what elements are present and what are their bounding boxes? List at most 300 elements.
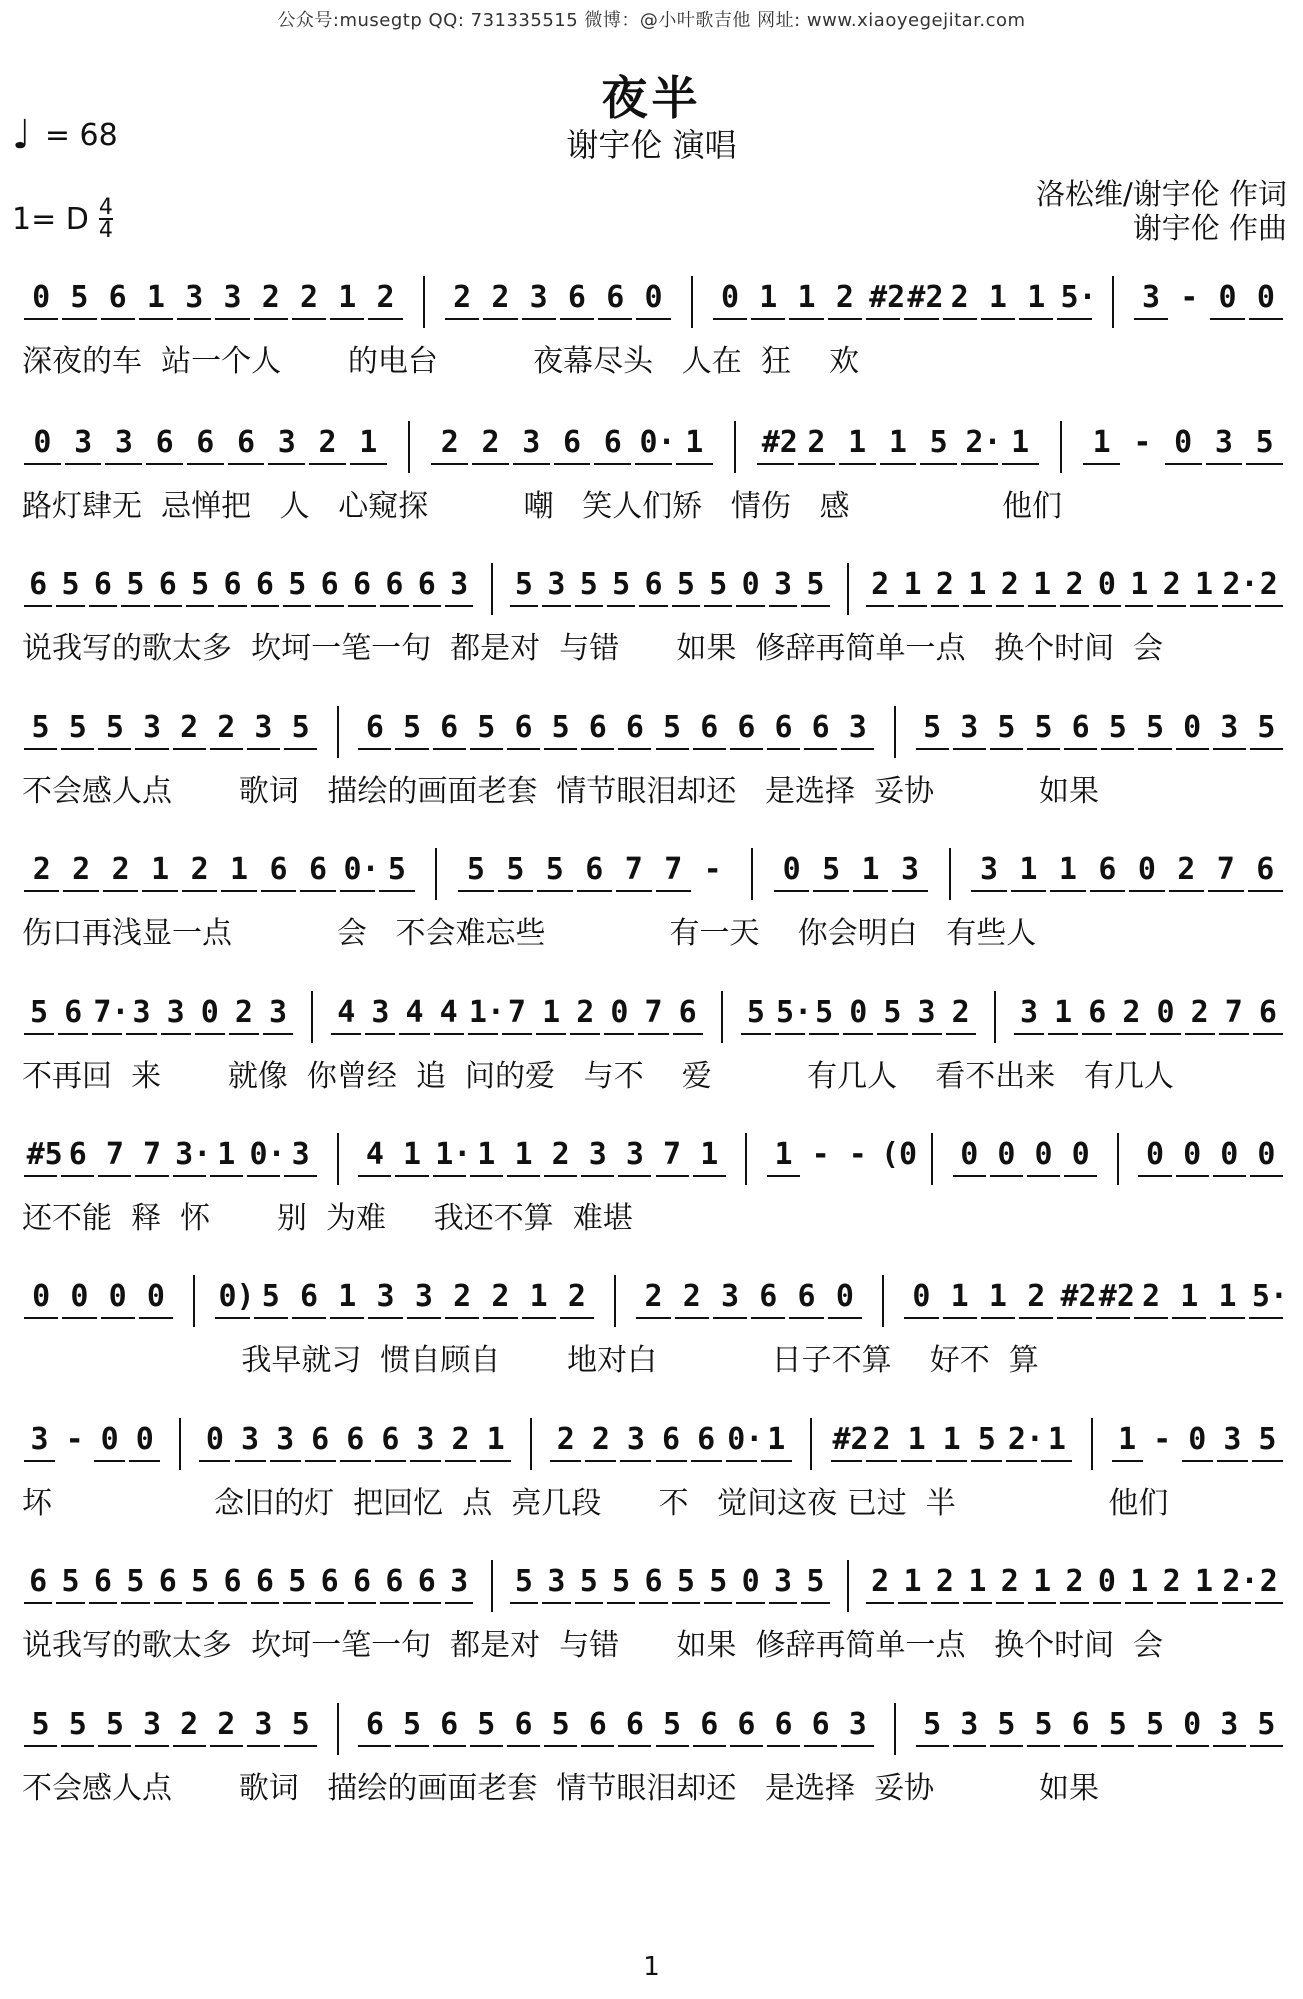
note: 1 bbox=[338, 280, 357, 315]
note: 6 bbox=[93, 1564, 112, 1599]
note: 1 bbox=[988, 1279, 1007, 1314]
bar-line bbox=[491, 563, 493, 615]
beam-underline bbox=[639, 1602, 667, 1604]
note: 6 bbox=[108, 280, 127, 315]
note: 5 bbox=[806, 1564, 825, 1599]
beam-underline bbox=[507, 748, 540, 750]
beam-underline bbox=[638, 1033, 668, 1035]
note: 6 bbox=[365, 1707, 384, 1742]
note: 3 bbox=[291, 1137, 310, 1172]
note: 3 bbox=[371, 995, 390, 1030]
note: 0 bbox=[1256, 280, 1275, 315]
beam-underline bbox=[1250, 1745, 1283, 1747]
note: - bbox=[65, 1422, 84, 1457]
note: 3 bbox=[268, 995, 288, 1030]
note: 6 bbox=[385, 567, 404, 602]
note: 0 bbox=[1097, 567, 1116, 602]
note: 5 bbox=[822, 852, 841, 887]
beam-underline bbox=[24, 318, 58, 320]
beam-underline bbox=[713, 318, 747, 320]
note: 3 bbox=[917, 995, 936, 1030]
note: 6 bbox=[514, 710, 533, 745]
bar-line bbox=[894, 1703, 896, 1755]
beam-underline bbox=[1050, 890, 1085, 892]
beam-underline bbox=[284, 1745, 317, 1747]
note: - bbox=[1153, 1422, 1172, 1457]
note: 5 bbox=[551, 1707, 570, 1742]
note: 3 bbox=[1142, 280, 1161, 315]
note: 0 bbox=[1183, 1137, 1202, 1172]
beam-underline bbox=[445, 605, 473, 607]
note: 2 bbox=[217, 710, 236, 745]
note: 5 bbox=[1145, 710, 1165, 745]
note: 0 bbox=[610, 995, 629, 1030]
note: 0 bbox=[1257, 1137, 1276, 1172]
note: 1 bbox=[529, 1279, 548, 1314]
note: 6 bbox=[381, 1422, 400, 1457]
note: - bbox=[1133, 425, 1152, 460]
beam-underline bbox=[560, 1317, 594, 1319]
note: 1 bbox=[1047, 1422, 1066, 1457]
beam-underline bbox=[340, 890, 375, 892]
note: 5 bbox=[291, 1707, 310, 1742]
note: 6 bbox=[562, 425, 582, 460]
lyrics-line: 伤口再浅显一点 会 不会难忘些 有一天 你会明白 有些人 bbox=[22, 916, 1037, 951]
note: 2 bbox=[32, 852, 51, 887]
note: 3 bbox=[626, 1422, 645, 1457]
beam-underline bbox=[215, 1317, 249, 1319]
note: 5· bbox=[776, 995, 813, 1030]
bar-line bbox=[337, 1703, 339, 1755]
beam-underline bbox=[187, 463, 224, 465]
beam-underline bbox=[89, 1602, 117, 1604]
beam-underline bbox=[315, 1602, 343, 1604]
beam-underline bbox=[1060, 1602, 1088, 1604]
note: 6 bbox=[1071, 710, 1090, 745]
beam-underline bbox=[1176, 1745, 1209, 1747]
beam-underline bbox=[24, 463, 61, 465]
beam-underline bbox=[616, 890, 651, 892]
beam-underline bbox=[62, 318, 96, 320]
beam-underline bbox=[358, 1175, 391, 1177]
bar-line bbox=[949, 848, 951, 900]
note: 5· bbox=[1251, 1279, 1288, 1314]
note: 1 bbox=[338, 1279, 357, 1314]
note: 1 bbox=[542, 995, 561, 1030]
beam-underline bbox=[916, 1745, 949, 1747]
beam-underline bbox=[368, 1317, 402, 1319]
beam-underline bbox=[789, 318, 823, 320]
beam-underline bbox=[368, 318, 402, 320]
beam-underline bbox=[1064, 1175, 1097, 1177]
bar-line bbox=[882, 1275, 884, 1327]
note: 6 bbox=[1098, 852, 1117, 887]
note: 2 bbox=[872, 1422, 891, 1457]
beam-underline bbox=[283, 605, 311, 607]
notation-line bbox=[0, 1564, 1303, 1618]
beam-underline bbox=[1169, 890, 1204, 892]
beam-underline bbox=[330, 318, 364, 320]
beam-underline bbox=[1252, 1460, 1283, 1462]
bar-line bbox=[847, 1560, 849, 1612]
note: 6 bbox=[346, 1422, 365, 1457]
beam-underline bbox=[61, 1745, 94, 1747]
beam-underline bbox=[433, 1745, 466, 1747]
notation-line bbox=[0, 567, 1303, 621]
beam-underline bbox=[1249, 318, 1283, 320]
beam-underline bbox=[1206, 463, 1243, 465]
beam-underline bbox=[831, 1460, 862, 1462]
note: 2 bbox=[1000, 567, 1019, 602]
beam-underline bbox=[1222, 605, 1250, 607]
beam-underline bbox=[761, 1460, 792, 1462]
note: 0 bbox=[849, 995, 868, 1030]
note: 2· bbox=[1222, 567, 1259, 602]
note: 6 bbox=[567, 280, 586, 315]
song-title: 夜半 bbox=[601, 71, 702, 125]
beam-underline bbox=[331, 1033, 361, 1035]
note: 0 bbox=[835, 1279, 854, 1314]
note: #2 bbox=[1060, 1279, 1097, 1314]
note: 2 bbox=[491, 280, 510, 315]
beam-underline bbox=[399, 1033, 429, 1035]
beam-underline bbox=[767, 748, 800, 750]
note: 0 bbox=[912, 1279, 931, 1314]
beam-underline bbox=[1255, 1602, 1283, 1604]
beam-underline bbox=[898, 605, 926, 607]
beam-underline bbox=[604, 1033, 634, 1035]
beam-underline bbox=[268, 463, 305, 465]
note: 3 bbox=[254, 710, 273, 745]
beam-underline bbox=[1134, 318, 1168, 320]
beam-underline bbox=[704, 605, 732, 607]
beam-underline bbox=[1083, 463, 1120, 465]
beam-underline bbox=[395, 1745, 428, 1747]
lyricist-credit: 洛松维/谢宇伦 作词 bbox=[1036, 177, 1287, 211]
note: 5 bbox=[31, 710, 50, 745]
beam-underline bbox=[24, 1460, 55, 1462]
lyrics-line: 说我写的歌太多 坎坷一笔一句 都是对 与错 如果 修辞再简单一点 换个时间 会 bbox=[22, 631, 1164, 666]
beam-underline bbox=[1255, 605, 1283, 607]
beam-underline bbox=[358, 1745, 391, 1747]
beam-underline bbox=[656, 1745, 689, 1747]
beam-underline bbox=[560, 318, 594, 320]
note: 6 bbox=[68, 1137, 87, 1172]
note: 6 bbox=[223, 1564, 242, 1599]
beam-underline bbox=[61, 748, 94, 750]
note: 5 bbox=[612, 567, 631, 602]
note: 2 bbox=[491, 1279, 510, 1314]
note: 6 bbox=[417, 567, 436, 602]
beam-underline bbox=[1217, 1460, 1248, 1462]
beam-underline bbox=[24, 1317, 58, 1319]
note: 5 bbox=[387, 852, 406, 887]
notation-line bbox=[0, 852, 1303, 906]
note: 2 bbox=[567, 1279, 586, 1314]
note: 2 bbox=[1190, 995, 1209, 1030]
beam-underline bbox=[635, 463, 672, 465]
note: 5 bbox=[1255, 425, 1274, 460]
note: 5 bbox=[61, 567, 80, 602]
beam-underline bbox=[1176, 748, 1209, 750]
beam-underline bbox=[953, 1745, 986, 1747]
note: 5 bbox=[551, 710, 570, 745]
note: 3 bbox=[774, 1564, 793, 1599]
note: 2 bbox=[1162, 567, 1181, 602]
beam-underline bbox=[656, 748, 689, 750]
note: 5 bbox=[403, 1707, 422, 1742]
beam-underline bbox=[218, 605, 246, 607]
note: 2 bbox=[190, 852, 209, 887]
beam-underline bbox=[804, 1745, 837, 1747]
beam-underline bbox=[510, 605, 538, 607]
tempo-marking bbox=[12, 112, 118, 158]
note: 0· bbox=[727, 1422, 764, 1457]
time-top: 4 bbox=[98, 195, 113, 220]
beam-underline bbox=[1129, 890, 1164, 892]
beam-underline bbox=[1246, 463, 1283, 465]
beam-underline bbox=[522, 318, 556, 320]
beam-underline bbox=[1027, 748, 1060, 750]
beam-underline bbox=[639, 605, 667, 607]
beam-underline bbox=[1248, 890, 1283, 892]
note: 0 bbox=[32, 1279, 51, 1314]
note: 3 bbox=[529, 280, 548, 315]
note: 0) bbox=[218, 1279, 255, 1314]
notation-line bbox=[0, 710, 1303, 764]
tempo-value: = 68 bbox=[44, 117, 118, 153]
beam-underline bbox=[570, 1033, 600, 1035]
beam-underline bbox=[407, 1317, 441, 1319]
note: 6 bbox=[625, 1707, 644, 1742]
note: 0 bbox=[997, 1137, 1016, 1172]
beam-underline bbox=[1213, 1175, 1246, 1177]
note: 7 bbox=[624, 852, 643, 887]
note: 2 bbox=[835, 280, 854, 315]
note: 5 bbox=[477, 710, 496, 745]
note: 6 bbox=[223, 567, 242, 602]
beam-underline bbox=[1134, 1317, 1168, 1319]
beam-underline bbox=[1011, 890, 1046, 892]
note: 6 bbox=[29, 1564, 48, 1599]
lyrics-line: 还不能 释 怀 别 为难 我还不算 难堪 bbox=[22, 1201, 633, 1236]
beam-underline bbox=[247, 748, 280, 750]
beam-underline bbox=[704, 1602, 732, 1604]
note: 5 bbox=[746, 995, 765, 1030]
time-signature bbox=[99, 197, 113, 241]
note: 6 bbox=[255, 567, 274, 602]
beam-underline bbox=[898, 1602, 926, 1604]
quarter-note-icon: ♩ bbox=[12, 112, 31, 158]
note: 1 bbox=[903, 567, 922, 602]
note: 0 bbox=[135, 1422, 154, 1457]
beam-underline bbox=[24, 1033, 54, 1035]
beam-underline bbox=[161, 1033, 191, 1035]
note: 1 bbox=[1054, 995, 1073, 1030]
beam-underline bbox=[229, 1033, 259, 1035]
beam-underline bbox=[24, 890, 59, 892]
beam-underline bbox=[767, 1175, 800, 1177]
note: 6 bbox=[644, 1564, 663, 1599]
note: 3 bbox=[588, 1137, 607, 1172]
beam-underline bbox=[971, 890, 1006, 892]
note: 1 bbox=[1092, 425, 1111, 460]
note: 6 bbox=[440, 1707, 459, 1742]
beam-underline bbox=[94, 1460, 125, 1462]
time-bottom: 4 bbox=[98, 218, 113, 243]
note: 5 bbox=[61, 1564, 80, 1599]
note: 1 bbox=[1033, 567, 1052, 602]
note: 1 bbox=[1218, 1279, 1237, 1314]
beam-underline bbox=[916, 748, 949, 750]
note: 6 bbox=[678, 995, 697, 1030]
note: 0 bbox=[960, 1137, 979, 1172]
note: 1 bbox=[1019, 852, 1038, 887]
note: 2 bbox=[440, 425, 459, 460]
beam-underline bbox=[1002, 463, 1039, 465]
beam-underline bbox=[375, 1460, 406, 1462]
note: 1 bbox=[477, 1137, 496, 1172]
note: 6 bbox=[697, 1422, 716, 1457]
note: 5 bbox=[806, 567, 825, 602]
beam-underline bbox=[981, 1317, 1015, 1319]
beam-underline bbox=[58, 1033, 88, 1035]
beam-underline bbox=[56, 605, 84, 607]
note: 2 bbox=[111, 852, 130, 887]
note: 0 bbox=[33, 425, 52, 460]
beam-underline bbox=[1027, 1175, 1060, 1177]
beam-underline bbox=[946, 1033, 976, 1035]
beam-underline bbox=[892, 890, 927, 892]
beam-underline bbox=[126, 1033, 156, 1035]
note: 6 bbox=[353, 1564, 372, 1599]
beam-underline bbox=[542, 1602, 570, 1604]
beam-underline bbox=[340, 1460, 371, 1462]
note: 0· bbox=[343, 852, 380, 887]
beam-underline bbox=[1150, 1033, 1180, 1035]
beam-underline bbox=[445, 318, 479, 320]
note: 2 bbox=[1259, 1564, 1278, 1599]
bar-line bbox=[734, 421, 736, 473]
beam-underline bbox=[154, 605, 182, 607]
note: 1 bbox=[848, 425, 867, 460]
note: 5 bbox=[191, 1564, 210, 1599]
beam-underline bbox=[656, 890, 691, 892]
bar-line bbox=[994, 991, 996, 1043]
note: 1 bbox=[1130, 1564, 1149, 1599]
beam-underline bbox=[1082, 1033, 1112, 1035]
note: 2 bbox=[1000, 1564, 1019, 1599]
beam-underline bbox=[199, 1460, 230, 1462]
note: 3 bbox=[960, 1707, 979, 1742]
beam-underline bbox=[105, 463, 142, 465]
note: 3 bbox=[416, 1422, 435, 1457]
note: 3 bbox=[1220, 1707, 1239, 1742]
beam-underline bbox=[676, 463, 713, 465]
note: - bbox=[811, 1137, 830, 1172]
bar-line bbox=[337, 1133, 339, 1185]
bar-line bbox=[751, 848, 753, 900]
beam-underline bbox=[693, 1175, 726, 1177]
note: 3 bbox=[522, 425, 541, 460]
beam-underline bbox=[904, 1317, 938, 1319]
beam-underline bbox=[931, 605, 959, 607]
note: 2 bbox=[217, 1707, 236, 1742]
key-label: 1= D bbox=[12, 201, 89, 237]
beam-underline bbox=[1172, 1317, 1206, 1319]
note: 2 bbox=[591, 1422, 610, 1457]
note: 6 bbox=[606, 280, 625, 315]
beam-underline bbox=[1096, 1317, 1130, 1319]
beam-underline bbox=[142, 890, 177, 892]
note: 6 bbox=[1088, 995, 1107, 1030]
note: 3 bbox=[901, 852, 920, 887]
beam-underline bbox=[866, 605, 894, 607]
header-contacts: 公众号:musegtp QQ: 731335515 微博：@小叶歌吉他 网址: www.xiaoyegejitar.com bbox=[277, 10, 1026, 31]
beam-underline bbox=[774, 890, 809, 892]
note: 5 bbox=[923, 1707, 942, 1742]
beam-underline bbox=[247, 1745, 280, 1747]
note: 0 bbox=[1071, 1137, 1090, 1172]
lyrics-line: 说我写的歌太多 坎坷一笔一句 都是对 与错 如果 修辞再简单一点 换个时间 会 bbox=[22, 1628, 1164, 1663]
note: 5 bbox=[663, 710, 682, 745]
beam-underline bbox=[594, 463, 631, 465]
beam-underline bbox=[741, 1033, 771, 1035]
beam-underline bbox=[751, 1317, 785, 1319]
note: 6 bbox=[737, 710, 756, 745]
note: 5 bbox=[31, 1707, 50, 1742]
note: 6 bbox=[440, 710, 459, 745]
beam-underline bbox=[877, 1033, 907, 1035]
note: 6 bbox=[588, 1707, 607, 1742]
note: 6 bbox=[158, 567, 177, 602]
note: 3· bbox=[175, 1137, 212, 1172]
note: 2· bbox=[965, 425, 1002, 460]
note: 5 bbox=[545, 852, 564, 887]
note: 6 bbox=[700, 710, 719, 745]
beam-underline bbox=[292, 1317, 326, 1319]
note: 4 bbox=[365, 1137, 384, 1172]
beam-underline bbox=[636, 318, 670, 320]
beam-underline bbox=[218, 1602, 246, 1604]
lyrics-line: 不会感人点 歌词 描绘的画面老套 情节眼泪却还 是选择 妥协 如果 bbox=[22, 1771, 1100, 1806]
beam-underline bbox=[63, 890, 98, 892]
note: 0 bbox=[32, 280, 51, 315]
note: 3 bbox=[450, 567, 469, 602]
note: 5 bbox=[815, 995, 834, 1030]
note: 1 bbox=[1058, 852, 1077, 887]
beam-underline bbox=[953, 748, 986, 750]
beam-underline bbox=[769, 605, 797, 607]
note: #2 bbox=[832, 1422, 869, 1457]
beam-underline bbox=[445, 1460, 476, 1462]
beam-underline bbox=[254, 1317, 288, 1319]
beam-underline bbox=[483, 318, 517, 320]
beam-underline bbox=[880, 463, 917, 465]
beam-underline bbox=[1208, 890, 1243, 892]
note: 0 bbox=[741, 567, 760, 602]
note: 3 bbox=[1019, 995, 1039, 1030]
note: 5· bbox=[1060, 280, 1097, 315]
note: 5 bbox=[105, 710, 124, 745]
beam-underline bbox=[544, 748, 577, 750]
note: 6 bbox=[29, 567, 48, 602]
beam-underline bbox=[65, 463, 102, 465]
beam-underline bbox=[575, 1602, 603, 1604]
note: 1· bbox=[468, 995, 505, 1030]
beam-underline bbox=[996, 1602, 1024, 1604]
beam-underline bbox=[413, 1602, 441, 1604]
